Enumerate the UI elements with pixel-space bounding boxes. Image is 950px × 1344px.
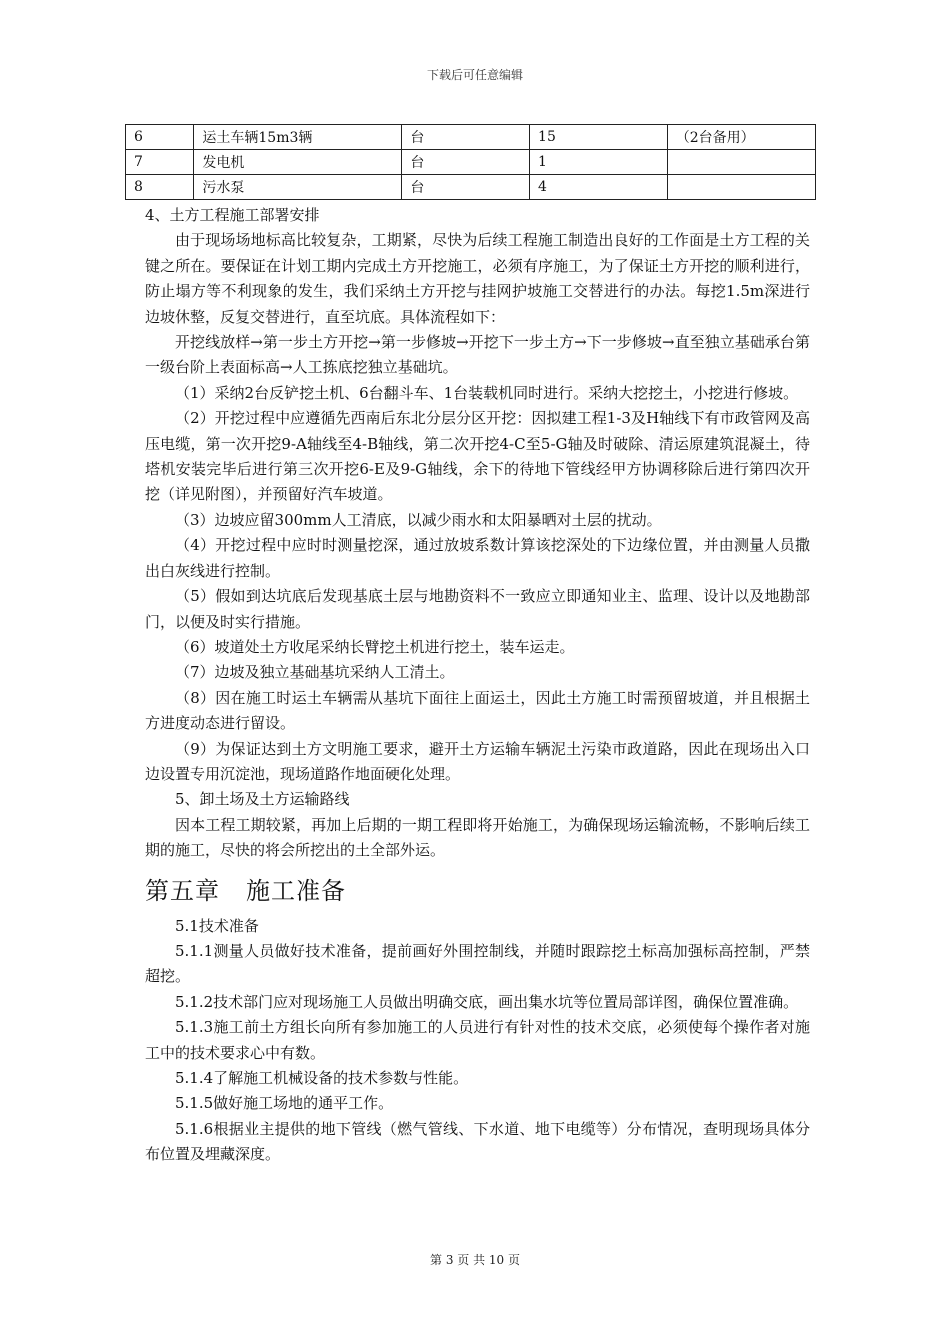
table-cell-unit: 台 [402, 125, 530, 150]
table-cell-unit: 台 [402, 175, 530, 200]
list-item: （8）因在施工时运土车辆需从基坑下面往上面运土，因此土方施工时需预留坡道，并且根据土方进度动态进行留设。 [145, 688, 810, 733]
list-item: 5.1.4了解施工机械设备的技术参数与性能。 [175, 1069, 469, 1087]
table-cell-name: 运土车辆15m3辆 [194, 125, 402, 150]
list-item: 5.1.1测量人员做好技术准备，提前画好外围控制线，并随时跟踪挖土标高加强标高控制，严禁超挖。 [145, 941, 810, 986]
table-cell-qty: 15 [530, 125, 668, 150]
paragraph: 因本工程工期较紧，再加上后期的一期工程即将开始施工，为确保现场运输流畅，不影响后续工期的施工，尽快的将会所挖出的土全部外运。 [145, 815, 810, 860]
table-cell-unit: 台 [402, 150, 530, 175]
equipment-table [125, 124, 816, 200]
process-flow: 开挖线放样→第一步土方开挖→第一步修坡→开挖下一步土方→下一步修坡→直至独立基础承台第一级台阶上表面标高→人工拣底挖独立基础坑。 [145, 333, 810, 377]
section-heading: 5.1技术准备 [175, 916, 259, 935]
list-item: 5.1.2技术部门应对现场施工人员做出明确交底，画出集水坑等位置局部详图，确保位置准确。 [175, 992, 799, 1011]
paragraph: 由于现场场地标高比较复杂，工期紧，尽快为后续工程施工制造出良好的工作面是土方工程的关键之所在。要保证在计划工期内完成土方开挖施工，必须有序施工，为了保证土方开挖的顺利进行，防止塌方等不利现象的发生，我们采纳土方开挖与挂网护坡施工交替进行的办法。每挖1.5m深进行边坡休整，反复交替进行，直至坑底。具体流程如下： [145, 231, 810, 326]
table-cell-no: 6 [126, 125, 194, 150]
chapter-name: 施工准备 [246, 876, 346, 905]
list-item: 5.1.6根据业主提供的地下管线（燃气管线、下水道、地下电缆等）分布情况，查明现场具体分布位置及埋藏深度。 [145, 1119, 810, 1164]
table-cell-no: 7 [126, 150, 194, 175]
table-cell-note [667, 150, 815, 175]
list-item: （6）坡道处土方收尾采纳长臂挖土机进行挖土，装车运走。 [175, 637, 575, 656]
document-body [145, 203, 810, 1168]
list-item: （2）开挖过程中应遵循先西南后东北分层分区开挖：因拟建工程1-3及H轴线下有市政管网及高压电缆，第一次开挖9-A轴线至4-B轴线，第二次开挖4-C至5-G轴及时破除、清运原建筑混凝土，待塔机安装完毕后进行第三次开挖6-E及9-G轴线，余下的待地下管线经甲方协调移除后进行第四次开挖（详见附图），并预留好汽车坡道。 [145, 409, 810, 504]
table-row [126, 150, 816, 175]
list-item: （1）采纳2台反铲挖土机、6台翻斗车、1台装载机同时进行。采纳大挖挖土，小挖进行修坡。 [175, 383, 799, 402]
list-item: （7）边坡及独立基础基坑采纳人工清土。 [175, 663, 455, 682]
table-cell-qty: 4 [530, 175, 668, 200]
list-item: 5.1.3施工前土方组长向所有参加施工的人员进行有针对性的技术交底，必须使每个操作者对施工中的技术要求心中有数。 [145, 1018, 810, 1062]
list-item: （4）开挖过程中应时时测量挖深，通过放坡系数计算该挖深处的下边缘位置，并由测量人员撒出白灰线进行控制。 [145, 536, 810, 580]
table-row [126, 125, 816, 150]
table-row [126, 175, 816, 200]
table-cell-qty: 1 [530, 150, 668, 175]
chapter-title [145, 874, 810, 908]
page-header: 下载后可任意编辑 [426, 68, 523, 82]
table-cell-note: （2台备用） [667, 125, 815, 150]
page-footer: 第 3 页 共 10 页 [430, 1253, 520, 1267]
section-heading: 4、土方工程施工部署安排 [145, 206, 320, 224]
table-cell-note [667, 175, 815, 200]
list-item: 5.1.5做好施工场地的通平工作。 [175, 1094, 394, 1113]
list-item: （5）假如到达坑底后发现基底土层与地勘资料不一致应立即通知业主、监理、设计以及地勘部门，以便及时实行措施。 [145, 587, 810, 631]
section-heading: 5、卸土场及土方运输路线 [175, 790, 350, 809]
table-cell-no: 8 [126, 175, 194, 200]
table-cell-name: 发电机 [194, 150, 402, 175]
list-item: （3）边坡应留300mm人工清底，以减少雨水和太阳暴晒对土层的扰动。 [175, 510, 662, 529]
list-item: （9）为保证达到土方文明施工要求，避开土方运输车辆泥土污染市政道路，因此在现场出入口边设置专用沉淀池，现场道路作地面硬化处理。 [145, 739, 810, 783]
table-cell-name: 污水泵 [194, 175, 402, 200]
chapter-number: 第五章 [145, 876, 220, 905]
